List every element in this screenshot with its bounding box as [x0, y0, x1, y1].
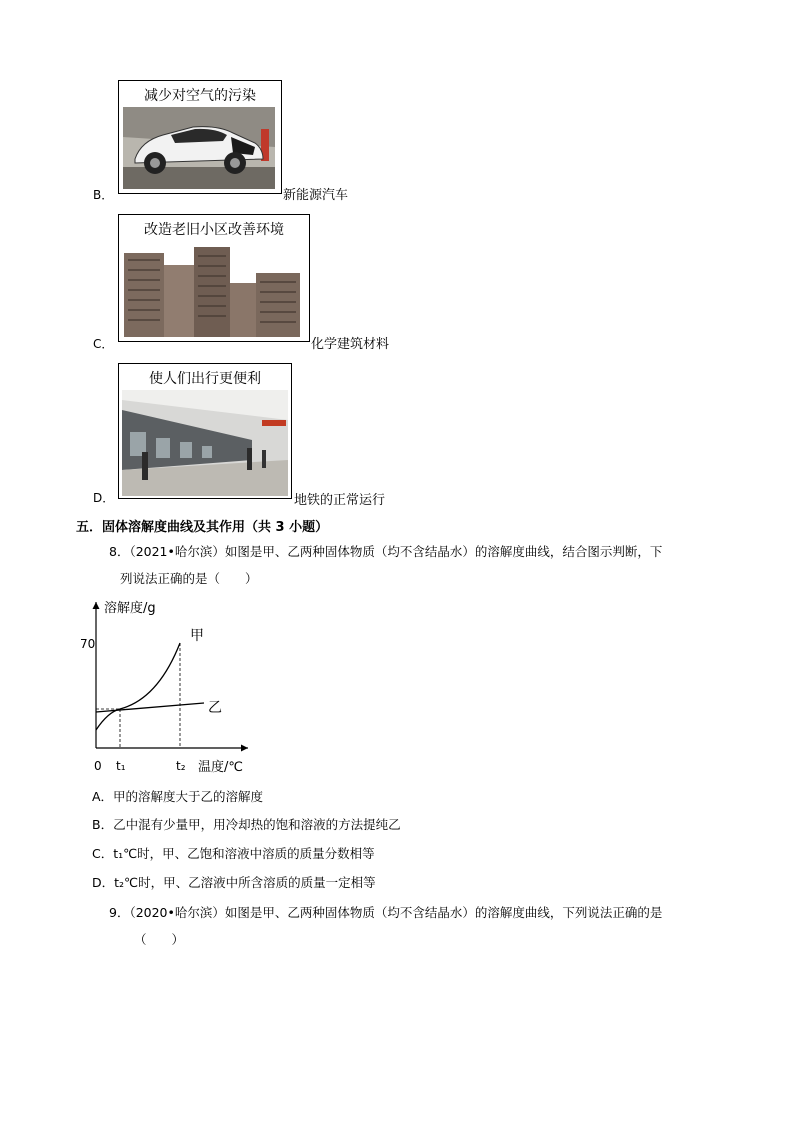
photo-caption-subway: 使人们出行更便利	[149, 371, 261, 387]
origin-label: 0	[94, 759, 102, 773]
series-line-yi	[96, 703, 204, 712]
option-label-buildings: 化学建筑材料	[311, 337, 390, 352]
photo-buildings	[118, 214, 310, 342]
q8-stem-line2: 列说法正确的是（ ）	[120, 571, 258, 586]
series-label-yi: 乙	[208, 700, 222, 716]
q9-stem-line2: （ ）	[134, 932, 185, 947]
x-axis-label: 温度/℃	[198, 760, 243, 775]
q8-option-d: D．t₂℃时，甲、乙溶液中所含溶质的质量一定相等	[92, 875, 376, 890]
y-tick-70: 70	[80, 637, 96, 651]
q9-stem-line1: 9．（2020•哈尔滨）如图是甲、乙两种固体物质（均不含结晶水）的溶解度曲线，下列说法正确的是	[109, 905, 663, 920]
option-letter-d: D．	[93, 491, 115, 505]
photo-caption-buildings: 改造老旧小区改善环境	[144, 222, 284, 238]
solubility-chart	[76, 594, 266, 780]
section-title: 五．固体溶解度曲线及其作用（共 3 小题）	[76, 520, 329, 535]
x-tick-t2: t₂	[176, 759, 186, 773]
option-letter-c: C．	[93, 337, 114, 351]
option-letter-b: B．	[93, 188, 114, 202]
buildings-image	[124, 243, 304, 337]
photo-car	[118, 80, 282, 194]
series-curve-jia	[96, 643, 180, 730]
y-axis-label: 溶解度/g	[104, 601, 156, 616]
q8-stem-line1: 8．（2021•哈尔滨）如图是甲、乙两种固体物质（均不含结晶水）的溶解度曲线，结合图示判断，下	[109, 544, 663, 559]
q8-option-a: A．甲的溶解度大于乙的溶解度	[92, 789, 264, 804]
subway-image	[122, 390, 288, 496]
q8-option-b: B．乙中混有少量甲，用冷却热的饱和溶液的方法提纯乙	[92, 817, 401, 832]
q8-option-c: C．t₁℃时，甲、乙饱和溶液中溶质的质量分数相等	[92, 846, 375, 861]
x-tick-t1: t₁	[116, 759, 126, 773]
car-image	[123, 107, 275, 189]
photo-caption-car: 减少对空气的污染	[144, 88, 256, 104]
photo-subway	[118, 363, 292, 499]
series-label-jia: 甲	[190, 628, 204, 644]
option-label-subway: 地铁的正常运行	[294, 493, 386, 508]
option-label-car: 新能源汽车	[283, 188, 349, 203]
